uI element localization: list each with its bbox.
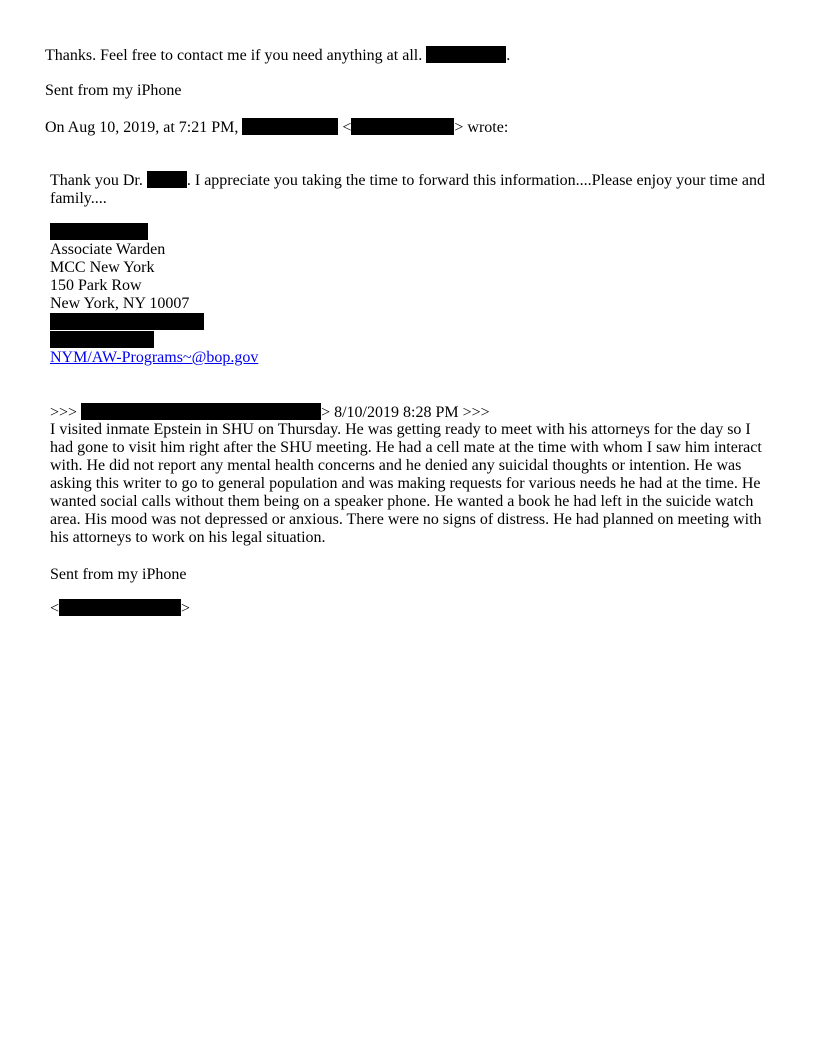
redaction-block <box>59 599 181 616</box>
redaction-block <box>242 118 338 135</box>
signature-street: 150 Park Row <box>50 277 142 294</box>
signature-org: MCC New York <box>50 259 155 276</box>
signature-title: Associate Warden <box>50 241 166 258</box>
redaction-block <box>426 46 506 63</box>
forward-prefix: >>> <box>50 404 78 421</box>
redaction-block <box>50 223 148 240</box>
redaction-block <box>351 118 454 135</box>
redaction-block <box>50 331 154 348</box>
signature-block <box>50 223 775 367</box>
reply-period: . <box>506 47 511 64</box>
redacted-address <box>50 599 190 618</box>
reply-line <box>45 46 510 65</box>
quote-header-lt: < <box>342 119 352 136</box>
reply-text: Thanks. Feel free to contact me if you need anything at all. <box>45 47 423 64</box>
thanks-prefix: Thank you Dr. <box>50 172 143 189</box>
sent-from-line-2: Sent from my iPhone <box>50 566 187 583</box>
address-gt: > <box>181 600 191 617</box>
address-lt: < <box>50 600 60 617</box>
redaction-block <box>147 171 187 188</box>
quote-header-date: On Aug 10, 2019, at 7:21 PM, <box>45 119 239 136</box>
signature-city: New York, NY 10007 <box>50 295 190 312</box>
thanks-rest: . I appreciate you taking the time to forward this information....Please enjoy your time and family.... <box>50 172 765 207</box>
sent-from-line: Sent from my iPhone <box>45 82 182 99</box>
forward-date: > 8/10/2019 8:28 PM >>> <box>321 404 490 421</box>
thanks-paragraph <box>50 171 775 208</box>
redaction-block <box>50 313 204 330</box>
signature-email-link[interactable]: NYM/AW-Programs~@bop.gov <box>50 349 259 366</box>
forwarded-body <box>50 421 772 547</box>
quote-header <box>45 118 508 137</box>
forward-header <box>50 403 490 422</box>
redaction-block <box>81 403 321 420</box>
quoted-message <box>50 171 775 208</box>
quote-header-wrote: > wrote: <box>454 119 509 136</box>
body-paragraph: I visited inmate Epstein in SHU on Thursday. He was getting ready to meet with his attorneys for the day so I had gone to visit him right after the SHU meeting. He had a cell mate at the time with whom I saw him interact with. He did not report any mental health concerns and he denied any suicidal thoughts or intention. He was asking this writer to go to general population and was making requests for various needs he had at the time. He wanted social calls without them being on a speaker phone. He wanted a book he had left in the suicide watch area. His mood was not depressed or anxious. There were no signs of distress. He had planned on meeting with his attorneys to work on his legal situation. <box>50 421 762 546</box>
